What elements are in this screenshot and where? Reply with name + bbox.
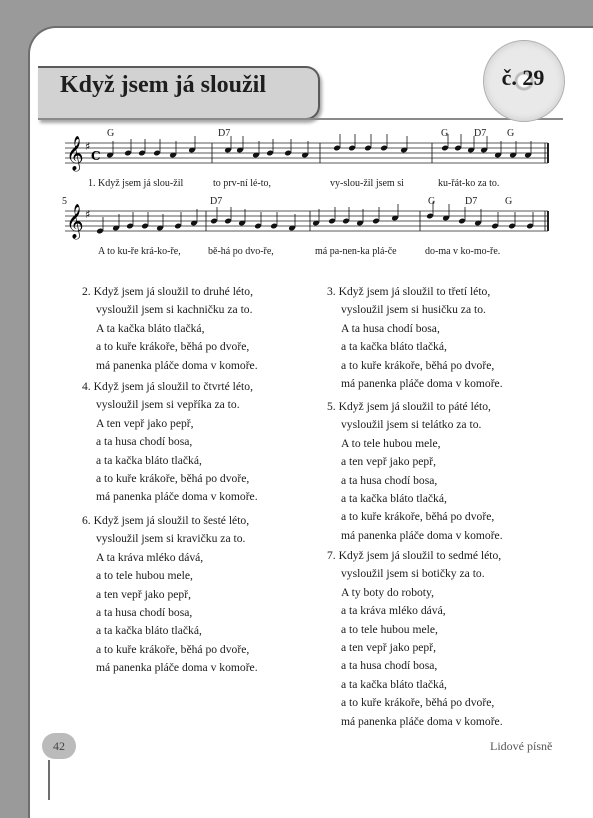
verse-block (82, 283, 258, 375)
verse-line: vysloužil jsem si husičku za to. (341, 303, 486, 317)
lyric-segment: to prv-ní lé-to, (213, 178, 272, 189)
chord-symbol: G (505, 196, 513, 207)
verse-line: 5. Když jsem já sloužil to páté léto, (327, 400, 491, 413)
lyric-segment: bě-há po dvo-ře, (208, 246, 274, 257)
chord-symbol: G (107, 128, 115, 139)
verse-block (327, 398, 503, 545)
chord-symbol: G (441, 128, 449, 139)
chord-symbol: D7 (474, 128, 487, 139)
verse-line: a ta husa chodí bosa, (341, 473, 438, 487)
verse-line: a ten vepř jako pepř, (341, 455, 436, 469)
verse-line: vysloužil jsem si telátko za to. (341, 418, 482, 432)
verse-line: a to kuře krákoře, běhá po dvoře, (96, 642, 250, 656)
lyric-segment: vy-slou-žil jsem si (330, 178, 404, 189)
lyric-segment: má pa-nen-ka plá-če (315, 246, 397, 257)
verse-line: 4. Když jsem já sloužil to čtvrté léto, (82, 380, 253, 393)
verse-line: a to tele hubou mele, (96, 569, 193, 583)
staff-row-2 (65, 202, 548, 240)
lyric-segment: do-ma v ko-mo-ře. (425, 246, 501, 257)
verse-line: A ta kráva mléko dává, (96, 550, 204, 564)
verse-line: má panenka pláče doma v komoře. (96, 358, 258, 372)
verse-line: a to kuře krákoře, běhá po dvoře, (96, 472, 250, 486)
lyric-segment: A to ku-ře krá-ko-ře, (98, 246, 181, 257)
footer-rule (48, 760, 50, 800)
verse-line: A to tele hubou mele, (341, 436, 441, 450)
verse-block (327, 283, 503, 393)
verse-line: vysloužil jsem si botičky za to. (341, 567, 485, 581)
verse-line: a ta husa chodí bosa, (96, 435, 193, 449)
verse-line: a ta kačka bláto tlačká, (341, 492, 447, 506)
verse-line: a ta kačka bláto tlačká, (341, 340, 447, 354)
verse-line: A ta kačka bláto tlačká, (96, 321, 205, 335)
verse-line: a ta husa chodí bosa, (341, 659, 438, 673)
verse-line: má panenka pláče doma v komoře. (341, 714, 503, 728)
chord-symbol: D7 (465, 196, 478, 207)
verse-line: má panenka pláče doma v komoře. (341, 528, 503, 542)
verse-line: a ta kačka bláto tlačká, (96, 624, 202, 638)
verse-line: a to kuře krákoře, běhá po dvoře, (341, 696, 495, 710)
verse-line: a ta husa chodí bosa, (96, 606, 193, 620)
chord-symbol: D7 (210, 196, 223, 207)
verse-line: a to tele hubou mele, (341, 622, 438, 636)
time-signature: C (91, 149, 101, 163)
lyric-segment: ku-řát-ko za to. (438, 178, 500, 189)
verse-line: 2. Když jsem já sloužil to druhé léto, (82, 285, 253, 298)
verse-block (82, 378, 258, 507)
verse-line: a ta kráva mléko dává, (341, 604, 446, 618)
verse-line: a to kuře krákoře, běhá po dvoře, (341, 358, 495, 372)
verse-block (82, 512, 258, 678)
verse-line: 3. Když jsem já sloužil to třetí léto, (327, 285, 491, 298)
treble-clef: 𝄞 (66, 136, 84, 171)
key-signature-sharp: ♯ (85, 140, 91, 153)
verse-line: a to kuře krákoře, běhá po dvoře, (341, 510, 495, 524)
song-title: Když jsem já sloužil (60, 72, 266, 98)
verse-line: 6. Když jsem já sloužil to šesté léto, (82, 514, 250, 527)
verse-line: a ta kačka bláto tlačká, (96, 453, 202, 467)
verse-block (327, 547, 503, 731)
chord-symbol: G (428, 196, 436, 207)
verse-line: a ten vepř jako pepř, (341, 641, 436, 655)
verse-line: vysloužil jsem si kravičku za to. (96, 532, 246, 546)
verse-line: 7. Když jsem já sloužil to sedmé léto, (327, 549, 502, 562)
verse-line: a to kuře krákoře, běhá po dvoře, (96, 340, 250, 354)
verse-line: vysloužil jsem si kachničku za to. (96, 303, 253, 317)
verse-line: A ten vepř jako pepř, (96, 416, 194, 430)
verse-line: a ta kačka bláto tlačká, (341, 677, 447, 691)
song-number: č. 29 (501, 65, 545, 90)
verse-line: vysloužil jsem si vepříka za to. (96, 398, 240, 412)
verse-line: A ta husa chodí bosa, (341, 321, 440, 335)
chord-symbol: D7 (218, 128, 231, 139)
music-score (0, 0, 593, 270)
key-signature-sharp: ♯ (85, 208, 91, 221)
verse-line: má panenka pláče doma v komoře. (96, 661, 258, 675)
measure-number: 5 (62, 196, 67, 207)
staff-row-1 (65, 134, 548, 172)
chord-symbol: G (507, 128, 515, 139)
treble-clef: 𝄞 (66, 204, 84, 239)
verse-line: má panenka pláče doma v komoře. (341, 377, 503, 391)
verse-line: a ten vepř jako pepř, (96, 587, 191, 601)
verse-line: má panenka pláče doma v komoře. (96, 490, 258, 504)
lyric-segment: 1. Když jsem já slou-žil (88, 178, 184, 189)
section-name: Lidové písně (490, 739, 553, 753)
page-number: 42 (42, 733, 76, 759)
verse-line: A ty boty do roboty, (341, 585, 434, 599)
